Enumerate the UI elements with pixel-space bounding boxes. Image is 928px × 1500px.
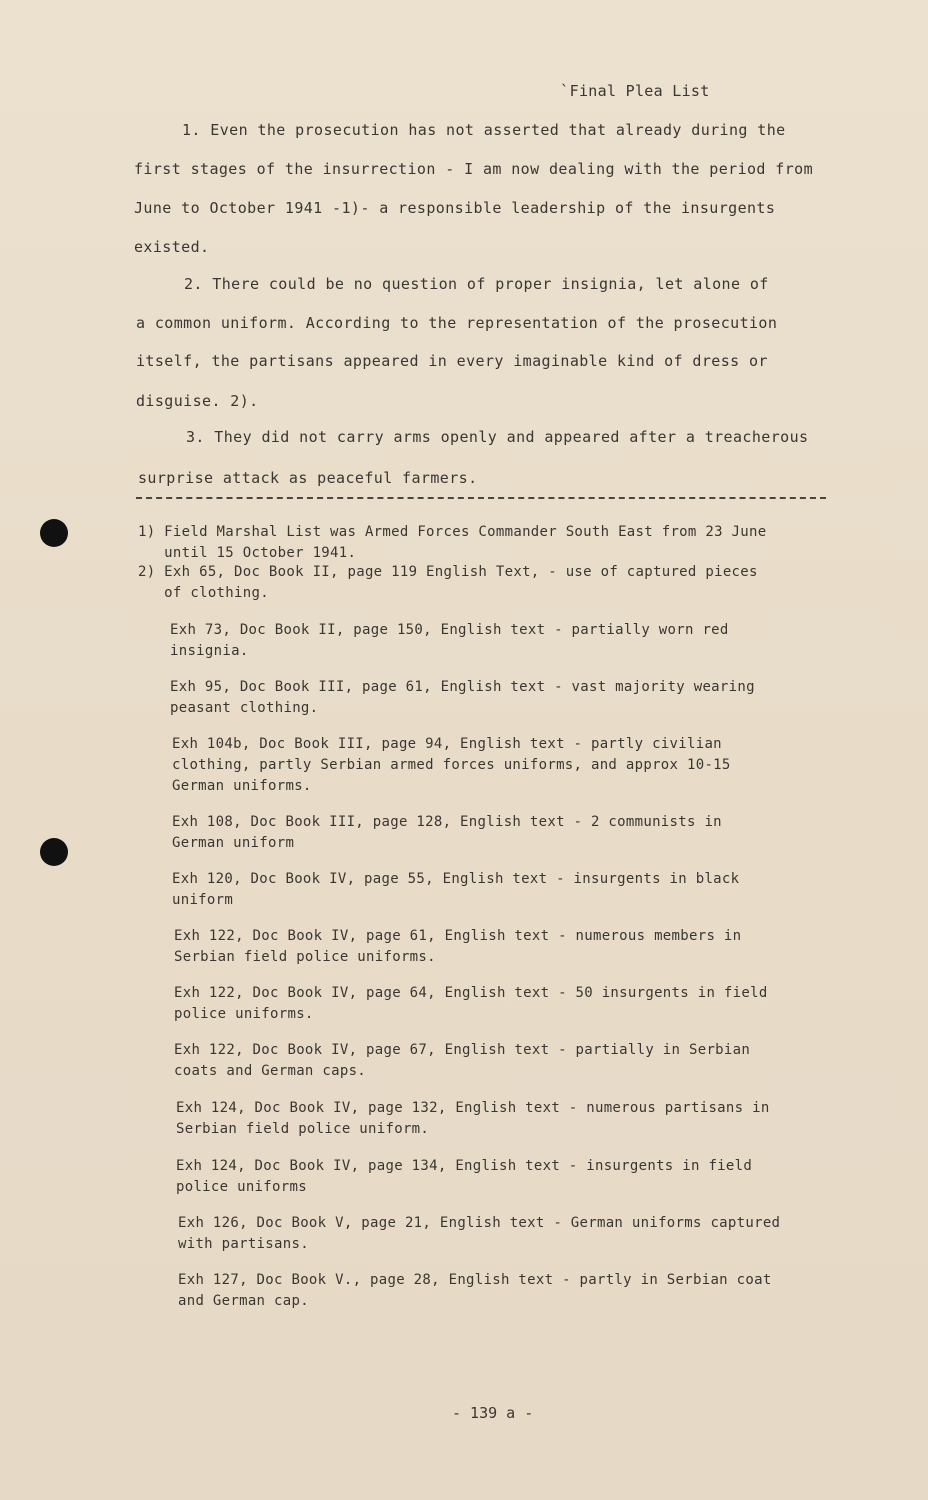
footnote: Exh 126, Doc Book V, page 21, English text - German uniforms captured with partisans.	[178, 1215, 781, 1252]
footnote: Exh 108, Doc Book III, page 128, English text - 2 communists in German uniform	[172, 814, 722, 851]
footnote: Exh 95, Doc Book III, page 61, English text - vast majority wearing peasant clothing.	[170, 679, 755, 716]
footnote: Exh 73, Doc Book II, page 150, English text - partially worn red insignia.	[170, 622, 729, 659]
footnote: Exh 104b, Doc Book III, page 94, English text - partly civilian clothing, partly Serbian armed forces uniforms, and approx 10-15 German uniforms.	[172, 736, 731, 794]
footnote: 1) Field Marshal List was Armed Forces Commander South East from 23 June until 15 October 1941.	[138, 524, 767, 561]
footnote: Exh 122, Doc Book IV, page 64, English text - 50 insurgents in field police uniforms.	[174, 985, 768, 1022]
body-text-line: existed.	[134, 238, 210, 256]
body-text-line: a common uniform. According to the representation of the prosecution	[136, 314, 778, 332]
footnote: 2) Exh 65, Doc Book II, page 119 English Text, - use of captured pieces of clothing.	[138, 564, 758, 601]
footnote-separator	[136, 497, 826, 499]
body-text-line: June to October 1941 -1)- a responsible leadership of the insurgents	[134, 199, 776, 217]
footnote: Exh 122, Doc Book IV, page 61, English text - numerous members in Serbian field police uniforms.	[174, 928, 742, 965]
body-text-line: itself, the partisans appeared in every imaginable kind of dress or	[136, 352, 768, 370]
document-header: ̀ Final Plea List	[560, 82, 710, 100]
footnote: Exh 122, Doc Book IV, page 67, English text - partially in Serbian coats and German caps.	[174, 1042, 751, 1079]
page-number: - 139 a -	[452, 1404, 534, 1422]
footnote: Exh 120, Doc Book IV, page 55, English text - insurgents in black uniform	[172, 871, 740, 908]
body-text-line: surprise attack as peaceful farmers.	[138, 469, 478, 487]
punch-hole	[40, 838, 68, 866]
body-text-line: first stages of the insurrection - I am now dealing with the period from	[134, 160, 814, 178]
body-text-line: 3. They did not carry arms openly and appeared after a treacherous	[186, 428, 809, 446]
body-text-line: 1. Even the prosecution has not asserted that already during the	[182, 121, 786, 139]
footnote: Exh 124, Doc Book IV, page 132, English text - numerous partisans in Serbian field police uniform.	[176, 1100, 770, 1137]
body-text-line: disguise. 2).	[136, 392, 259, 410]
punch-hole	[40, 519, 68, 547]
body-text-line: 2. There could be no question of proper insignia, let alone of	[184, 275, 769, 293]
footnote: Exh 124, Doc Book IV, page 134, English text - insurgents in field police uniforms	[176, 1158, 753, 1195]
footnote: Exh 127, Doc Book V., page 28, English text - partly in Serbian coat and German cap.	[178, 1272, 772, 1309]
